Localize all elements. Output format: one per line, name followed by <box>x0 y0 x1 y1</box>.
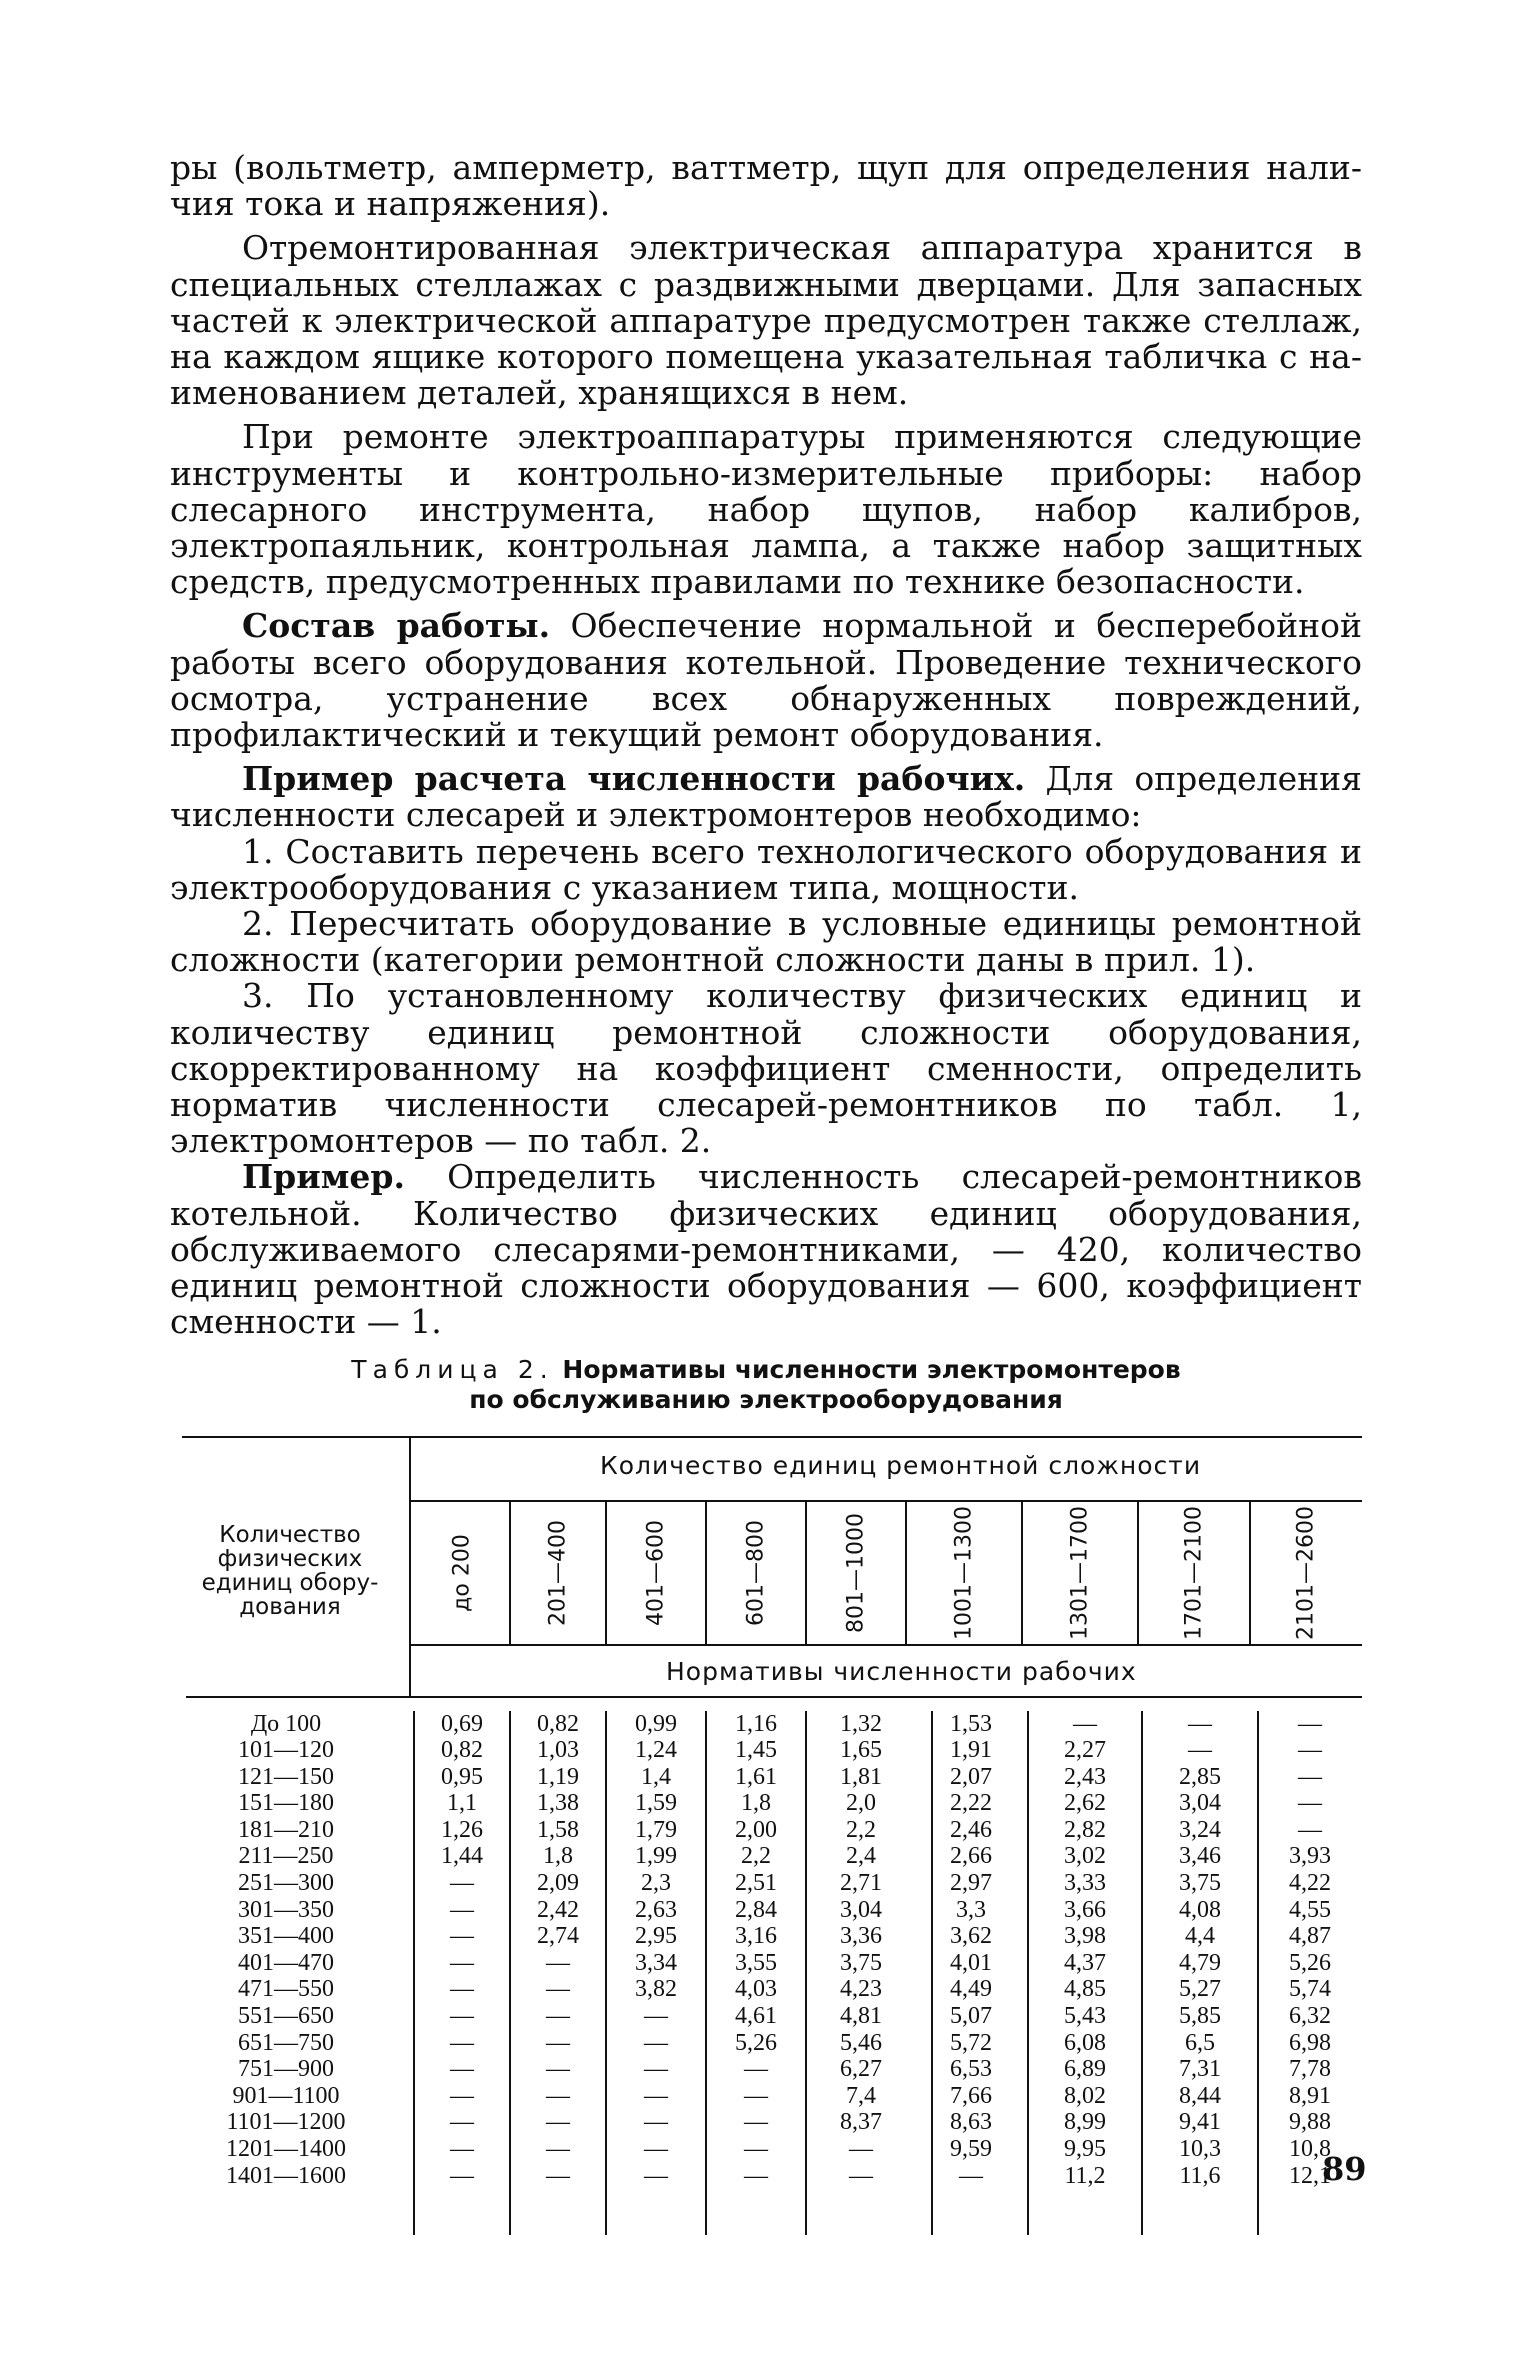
table-cell: 4,61 <box>735 2003 777 2030</box>
paragraph-8: 3. По установленному количеству физических единиц и количеству единиц ремонтной сложности оборудования, скорректированному на коэффициент сменности, определить норматив численности слесарей-ремонтников по табл. 1, электромонтеров — по табл. 2. <box>170 976 1362 1161</box>
table-cell: — <box>1188 1737 1212 1764</box>
paragraph-9-text: Определить численность слесарей-ремонтников котельной. Количество физических единиц оборудования, обслуживаемого слесарями-ремонтниками, — 420, количество единиц ремонтной сложности оборудования — 600, коэффициент сменности — 1. <box>170 1157 1362 1342</box>
paragraph-4-lead: Состав работы. <box>242 606 551 646</box>
paragraph-9-lead: Пример. <box>242 1157 405 1197</box>
table-cell: 5,46 <box>840 2029 882 2056</box>
row-label: 101—120 <box>238 1737 334 1764</box>
table-cell: 1,61 <box>735 1763 777 1790</box>
table-header-main: Количество единиц ремонтной сложности <box>600 1450 1202 1480</box>
table-cell: 6,5 <box>1185 2029 1215 2056</box>
paragraph-3: При ремонте электроаппаратуры применяются следующие инструменты и контрольно-измерительные приборы: набор слесарного инструмента, набор щупов, набор калибров, электропаяльник, контрольная лампа, а также набор защитных средств, предусмотренных правилами по технике безопасности. <box>170 417 1362 602</box>
table-cell: 6,89 <box>1064 2056 1106 2083</box>
table-cell: — <box>644 2082 668 2109</box>
paragraph-7: 2. Пересчитать оборудование в условные единицы ремонтной сложности (категории ремонтной сложности даны в прил. 1). <box>170 904 1362 980</box>
table-cell: — <box>450 2082 474 2109</box>
table-caption-line1: Нормативы численности электромонтеров <box>562 1354 1181 1384</box>
table-cell: 11,6 <box>1179 2162 1221 2189</box>
table-cell: 10,8 <box>1289 2136 1331 2162</box>
table-cell: — <box>450 1896 474 1923</box>
table-cell: 3,04 <box>840 1896 882 1923</box>
table-cell: — <box>849 2162 873 2189</box>
table-caption-line2: по обслуживанию электрооборудования <box>469 1384 1063 1414</box>
table-cell: 7,78 <box>1289 2056 1331 2083</box>
table-cell: 2,2 <box>741 1843 771 1870</box>
table-cell: 4,37 <box>1064 1949 1106 1976</box>
table-cell: 8,02 <box>1064 2082 1106 2109</box>
table-cell: 3,16 <box>735 1923 777 1950</box>
table-stub-header: Количество физических единиц оборудования <box>201 1521 379 1620</box>
table-cell: — <box>450 1923 474 1950</box>
table-cell: 1,58 <box>537 1816 579 1843</box>
table-cell: 2,51 <box>735 1870 777 1897</box>
table-cell: — <box>546 1949 570 1976</box>
table-cell: 2,22 <box>950 1790 992 1817</box>
table-cell: 1,03 <box>537 1737 579 1764</box>
table-cell: — <box>546 2003 570 2030</box>
table-cell: 1,99 <box>635 1843 677 1870</box>
table-cell: — <box>959 2162 983 2189</box>
table-cell: — <box>546 2056 570 2083</box>
table-cell: 1,32 <box>840 1710 882 1737</box>
table-cell: 8,37 <box>840 2109 882 2136</box>
table-cell: 3,33 <box>1064 1870 1106 1897</box>
table-cell: — <box>744 2136 768 2162</box>
table-caption <box>170 1355 1362 1415</box>
table-cell: — <box>1298 1763 1322 1790</box>
values-column <box>606 1711 706 2190</box>
table-cell: — <box>644 2109 668 2136</box>
table-cell: 2,43 <box>1064 1763 1106 1790</box>
table-cell: 1,8 <box>543 1843 573 1870</box>
table-cell: 2,74 <box>537 1923 579 1950</box>
table-cell: 3,3 <box>956 1896 986 1923</box>
row-label: 121—150 <box>238 1763 334 1790</box>
table-cell: 3,98 <box>1064 1923 1106 1950</box>
table-cell: 3,66 <box>1064 1896 1106 1923</box>
table-cell: 1,53 <box>950 1710 992 1737</box>
paragraph-5-lead: Пример расчета численности рабочих. <box>242 759 1026 799</box>
table-cell: 3,75 <box>1179 1870 1221 1897</box>
table-cell: 8,99 <box>1064 2109 1106 2136</box>
table-cell: — <box>744 2109 768 2136</box>
paragraph-1: ры (вольтметр, амперметр, ваттметр, щуп для определения наличия тока и напряжения). <box>170 148 1362 224</box>
table-cell: — <box>546 2082 570 2109</box>
table-cell: 5,74 <box>1289 1976 1331 2003</box>
table-cell: 1,4 <box>641 1763 671 1790</box>
range-header: 601—800 <box>743 1519 769 1626</box>
table-cell: 2,46 <box>950 1816 992 1843</box>
table-cell: 1,8 <box>741 1790 771 1817</box>
table-cell: — <box>849 2136 873 2162</box>
table-cell: 1,24 <box>635 1737 677 1764</box>
values-column <box>414 1711 510 2190</box>
table-cell: — <box>744 2056 768 2083</box>
row-label: 751—900 <box>238 2056 334 2083</box>
table-cell: — <box>546 2109 570 2136</box>
table-cell: 0,82 <box>537 1710 579 1737</box>
table-cell: 6,32 <box>1289 2003 1331 2030</box>
row-label: 181—210 <box>238 1816 334 1843</box>
table-cell: 5,72 <box>950 2029 992 2056</box>
table-cell: — <box>644 2029 668 2056</box>
table-cell: 3,82 <box>635 1976 677 2003</box>
table-cell: — <box>644 2003 668 2030</box>
table-cell: 2,00 <box>735 1816 777 1843</box>
range-header: 1001—1300 <box>951 1505 977 1640</box>
values-column <box>510 1711 606 2190</box>
paragraph-4 <box>170 608 1362 753</box>
table-cell: 4,49 <box>950 1976 992 2003</box>
table-cell: 1,65 <box>840 1737 882 1764</box>
table-cell: 1,16 <box>735 1710 777 1737</box>
row-label: 1101—1200 <box>226 2109 346 2136</box>
row-label: 301—350 <box>238 1896 334 1923</box>
table-cell: 4,4 <box>1185 1923 1215 1950</box>
table-cell: 1,79 <box>635 1816 677 1843</box>
row-label: 1201—1400 <box>226 2136 346 2162</box>
table-cell: 2,71 <box>840 1870 882 1897</box>
table-cell: 2,82 <box>1064 1816 1106 1843</box>
row-label: 151—180 <box>238 1790 334 1817</box>
table-cell: 2,09 <box>537 1870 579 1897</box>
table-cell: 2,63 <box>635 1896 677 1923</box>
range-header: до 200 <box>449 1533 475 1612</box>
values-column <box>1028 1711 1142 2190</box>
table-cell: 9,95 <box>1064 2136 1106 2162</box>
table-cell: — <box>546 2029 570 2056</box>
row-label: 211—250 <box>238 1843 334 1870</box>
row-label: До 100 <box>250 1710 322 1737</box>
table-caption-lead: Таблица 2. <box>351 1354 554 1384</box>
table-cell: 4,22 <box>1289 1870 1331 1897</box>
paragraph-5 <box>170 761 1362 833</box>
table-cell: 2,42 <box>537 1896 579 1923</box>
row-label: 251—300 <box>238 1870 334 1897</box>
table-cell: 2,85 <box>1179 1763 1221 1790</box>
table-cell: 2,97 <box>950 1870 992 1897</box>
table-cell: 2,4 <box>846 1843 876 1870</box>
range-header: 201—400 <box>545 1519 571 1626</box>
table-cell: 2,0 <box>846 1790 876 1817</box>
row-labels-column <box>170 1711 402 2190</box>
table-cell: — <box>1188 1710 1212 1737</box>
table-cell: 2,95 <box>635 1923 677 1950</box>
table-cell: 2,84 <box>735 1896 777 1923</box>
table-subheader: Нормативы численности рабочих <box>666 1656 1137 1686</box>
table-cell: 5,26 <box>735 2029 777 2056</box>
table-cell: 6,53 <box>950 2056 992 2083</box>
table-cell: 1,44 <box>441 1843 483 1870</box>
table-cell: 7,66 <box>950 2082 992 2109</box>
table-cell: 0,95 <box>441 1763 483 1790</box>
table-cell: 2,2 <box>846 1816 876 1843</box>
table-cell: 4,81 <box>840 2003 882 2030</box>
row-label: 551—650 <box>238 2003 334 2030</box>
norms-table <box>170 1435 1362 2255</box>
table-cell: 2,62 <box>1064 1790 1106 1817</box>
table-cell: 9,59 <box>950 2136 992 2162</box>
table-cell: 8,91 <box>1289 2082 1331 2109</box>
range-header: 2101—2600 <box>1293 1505 1319 1640</box>
table-cell: 4,85 <box>1064 1976 1106 2003</box>
values-column <box>916 1711 1026 2190</box>
table-cell: 4,55 <box>1289 1896 1331 1923</box>
table-cell: — <box>450 2109 474 2136</box>
table-cell: — <box>546 2136 570 2162</box>
table-cell: 4,01 <box>950 1949 992 1976</box>
table-cell: 1,91 <box>950 1737 992 1764</box>
table-cell: — <box>644 2162 668 2189</box>
table-cell: 3,93 <box>1289 1843 1331 1870</box>
table-cell: 1,38 <box>537 1790 579 1817</box>
table-cell: — <box>644 2136 668 2162</box>
paragraph-2: Отремонтированная электрическая аппаратура хранится в специальных стеллажах с раздвижными дверцами. Для запасных частей к электрической аппаратуре предусмотрен также стеллаж, на каждом ящике которого помещена указательная табличка с наименованием деталей, хранящихся в нем. <box>170 228 1362 413</box>
table-cell: 0,99 <box>635 1710 677 1737</box>
table-cell: 0,69 <box>441 1710 483 1737</box>
table-cell: 3,36 <box>840 1923 882 1950</box>
table-cell: 1,26 <box>441 1816 483 1843</box>
table-cell: — <box>450 2056 474 2083</box>
table-cell: 7,31 <box>1179 2056 1221 2083</box>
table-cell: 1,59 <box>635 1790 677 1817</box>
table-cell: — <box>450 1976 474 2003</box>
table-cell: 2,66 <box>950 1843 992 1870</box>
table-cell: 8,44 <box>1179 2082 1221 2109</box>
row-label: 1401—1600 <box>226 2162 346 2189</box>
table-cell: 8,63 <box>950 2109 992 2136</box>
table-cell: — <box>450 2029 474 2056</box>
table-cell: 5,85 <box>1179 2003 1221 2030</box>
table-cell: — <box>644 2056 668 2083</box>
table-cell: 6,98 <box>1289 2029 1331 2056</box>
table-cell: 4,87 <box>1289 1923 1331 1950</box>
table-cell: 3,34 <box>635 1949 677 1976</box>
table-cell: 5,26 <box>1289 1949 1331 1976</box>
values-column <box>1258 1711 1362 2190</box>
page-content <box>170 150 1362 2255</box>
table-cell: 6,08 <box>1064 2029 1106 2056</box>
values-column <box>706 1711 806 2190</box>
table-cell: 1,19 <box>537 1763 579 1790</box>
range-header: 801—1000 <box>843 1512 869 1633</box>
table-cell: — <box>1298 1737 1322 1764</box>
table-cell: 3,46 <box>1179 1843 1221 1870</box>
row-label: 471—550 <box>238 1976 334 2003</box>
paragraph-9 <box>170 1159 1362 1340</box>
table-cell: 1,1 <box>447 1790 477 1817</box>
table-cell: 0,82 <box>441 1737 483 1764</box>
paragraph-5-text: Для определения численности слесарей и электромонтеров необходимо: <box>170 759 1362 835</box>
paragraph-4-text: Обеспечение нормальной и бесперебойной работы всего оборудования котельной. Проведение технического осмотра, устранение всех обнаруженных повреждений, профилактический и текущий ремонт оборудования. <box>170 606 1362 755</box>
table-cell: 5,07 <box>950 2003 992 2030</box>
table-cell: 10,3 <box>1179 2136 1221 2162</box>
table-cell: 6,27 <box>840 2056 882 2083</box>
table-cell: — <box>1298 1790 1322 1817</box>
table-cell: 1,81 <box>840 1763 882 1790</box>
values-column <box>806 1711 916 2190</box>
table-cell: — <box>1073 1710 1097 1737</box>
table-cell: 2,3 <box>641 1870 671 1897</box>
row-label: 901—1100 <box>232 2082 340 2109</box>
table-cell: — <box>744 2162 768 2189</box>
row-label: 401—470 <box>238 1949 334 1976</box>
values-column <box>1142 1711 1258 2190</box>
table-cell: — <box>450 2003 474 2030</box>
table-cell: 2,27 <box>1064 1737 1106 1764</box>
table-cell: 3,02 <box>1064 1843 1106 1870</box>
row-label: 651—750 <box>238 2029 334 2056</box>
range-header: 1701—2100 <box>1181 1505 1207 1640</box>
table-cell: 3,04 <box>1179 1790 1221 1817</box>
table-cell: 3,75 <box>840 1949 882 1976</box>
table-cell: 1,45 <box>735 1737 777 1764</box>
paragraph-6: 1. Составить перечень всего технологического оборудования и электрооборудования с указанием типа, мощности. <box>170 831 1362 907</box>
table-cell: — <box>450 2162 474 2189</box>
table-cell: — <box>450 1870 474 1897</box>
table-cell: 9,41 <box>1179 2109 1221 2136</box>
table-cell: — <box>546 2162 570 2189</box>
table-cell: 12,1 <box>1289 2162 1331 2189</box>
table-cell: 4,79 <box>1179 1949 1221 1976</box>
table-cell: — <box>546 1976 570 2003</box>
table-cell: 3,55 <box>735 1949 777 1976</box>
table-cell: 7,4 <box>846 2082 876 2109</box>
table-cell: 3,24 <box>1179 1816 1221 1843</box>
table-cell: 5,27 <box>1179 1976 1221 2003</box>
table-cell: — <box>1298 1816 1322 1843</box>
table-cell: — <box>1298 1710 1322 1737</box>
table-cell: 4,03 <box>735 1976 777 2003</box>
table-cell: — <box>450 2136 474 2162</box>
table-cell: 2,07 <box>950 1763 992 1790</box>
range-header: 1301—1700 <box>1067 1505 1093 1640</box>
table-cell: 4,08 <box>1179 1896 1221 1923</box>
page-number: 89 <box>1322 2150 1367 2188</box>
table-cell: — <box>744 2082 768 2109</box>
row-label: 351—400 <box>238 1923 334 1950</box>
table-cell: 4,23 <box>840 1976 882 2003</box>
table-cell: 3,62 <box>950 1923 992 1950</box>
range-header: 401—600 <box>643 1519 669 1626</box>
table-cell: 11,2 <box>1064 2162 1106 2189</box>
table-cell: 9,88 <box>1289 2109 1331 2136</box>
table-cell: 5,43 <box>1064 2003 1106 2030</box>
table-cell: — <box>450 1949 474 1976</box>
